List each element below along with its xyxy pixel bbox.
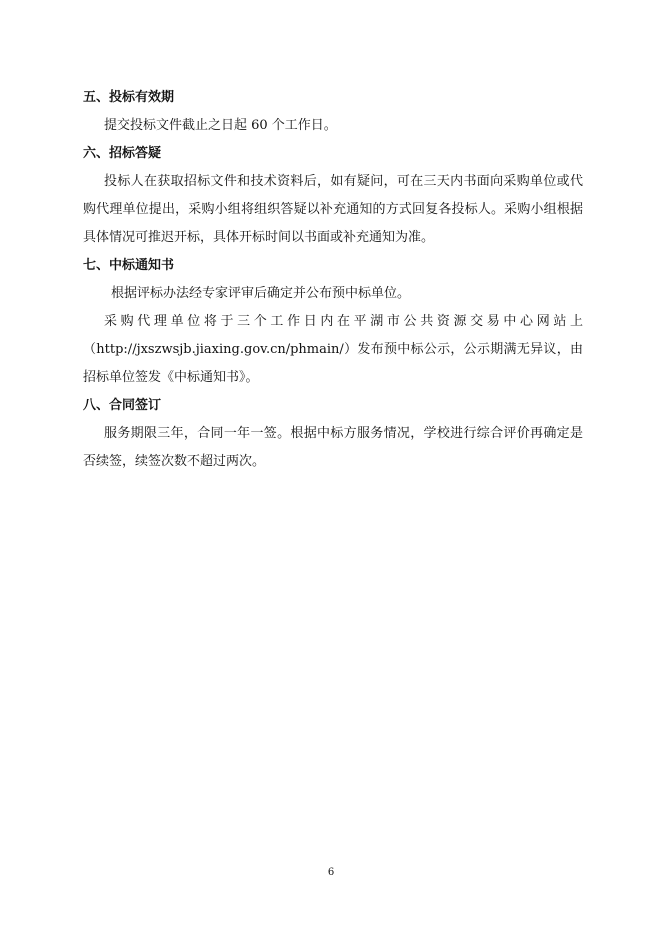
paragraph-line: 服务期限三年，合同一年一签。根据中标方服务情况，学校进行综合评价再确定是 xyxy=(104,426,583,441)
paragraph-line: 购代理单位提出，采购小组将组织答疑以补充通知的方式回复各投标人。采购小组根据 xyxy=(83,202,583,217)
section-heading-bid-validity: 五、投标有效期 xyxy=(83,90,175,105)
paragraph-line: 投标人在获取招标文件和技术资料后，如有疑问，可在三天内书面向采购单位或代 xyxy=(104,174,583,189)
paragraph-line: （http://jxszwsjb.jiaxing.gov.cn/phmain/）发布预中标公示，公示期满无异议，由 xyxy=(83,342,583,357)
page-number: 6 xyxy=(327,867,335,878)
paragraph-line: 招标单位签发《中标通知书》。 xyxy=(83,370,259,385)
paragraph-line: 根据评标办法经专家评审后确定并公布预中标单位。 xyxy=(111,286,411,301)
section-heading-award-notice: 七、中标通知书 xyxy=(83,258,175,273)
paragraph-line: 提交投标文件截止之日起 60 个工作日。 xyxy=(104,118,337,133)
section-heading-bid-questions: 六、招标答疑 xyxy=(83,146,162,161)
paragraph-line: 否续签，续签次数不超过两次。 xyxy=(83,454,266,469)
paragraph-line: 采购代理单位将于三个工作日内在平湖市公共资源交易中心网站上 xyxy=(104,314,583,329)
section-heading-contract-signing: 八、合同签订 xyxy=(83,398,162,413)
paragraph-line: 具体情况可推迟开标，具体开标时间以书面或补充通知为准。 xyxy=(83,230,435,245)
